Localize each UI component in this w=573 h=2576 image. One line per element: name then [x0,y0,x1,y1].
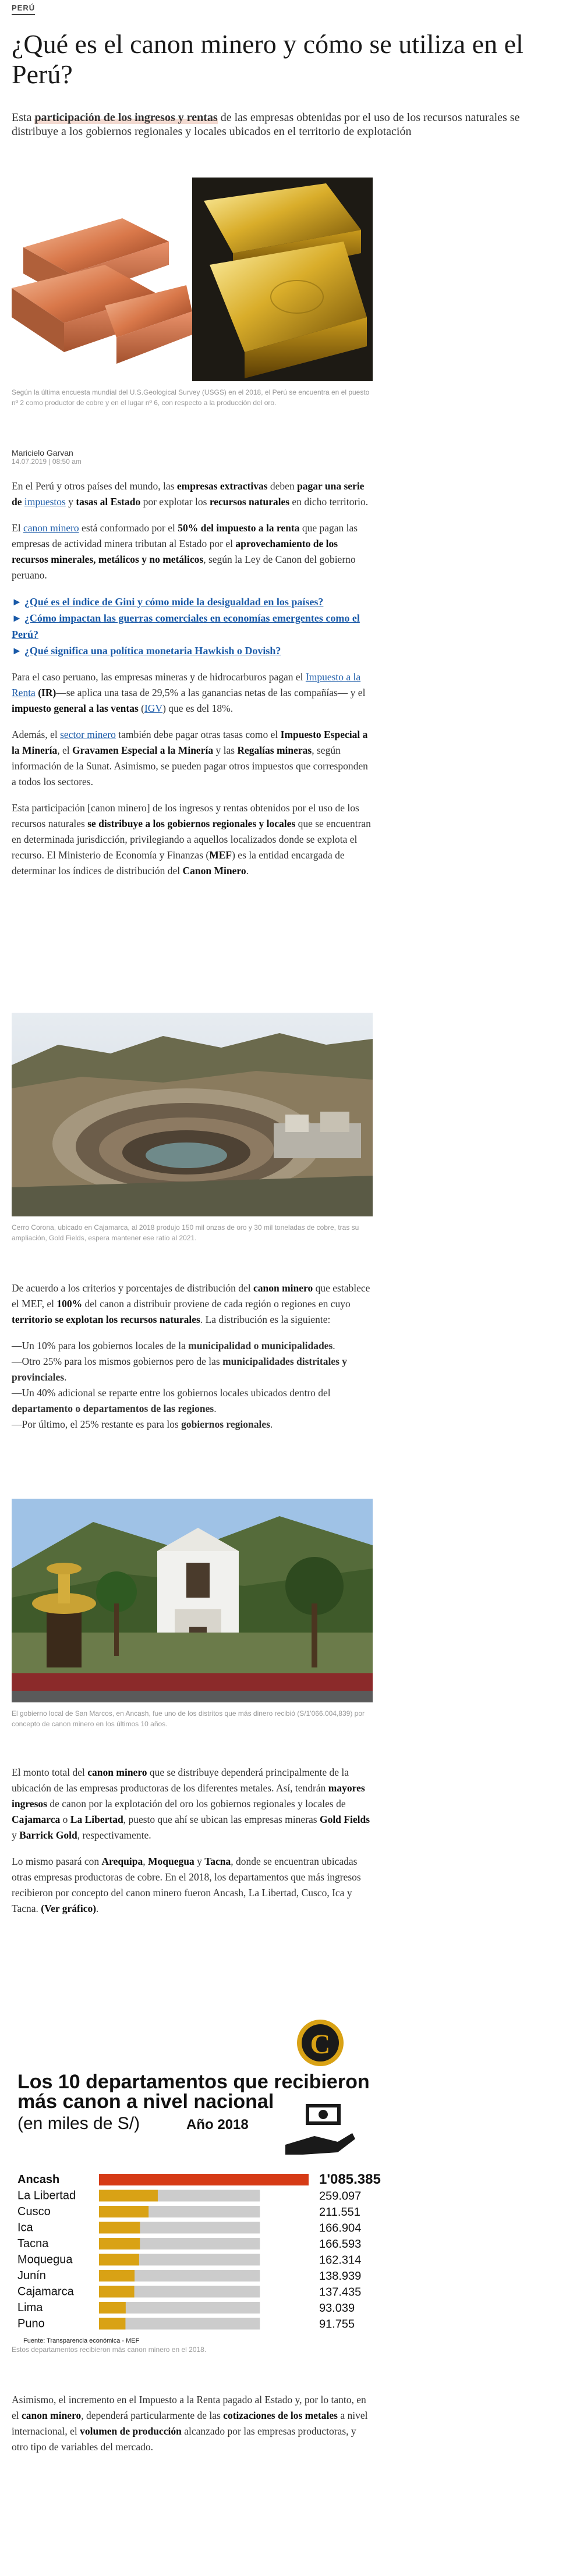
paragraph: El canon minero está conformado por el 50% del impuesto a la renta que pagan las empresas de actividad minera tributan al Estado por el aprovechamiento de los recursos minerales, metálicos y no metálicos, según la Ley de Canon del gobierno peruano. [12,522,358,581]
list-item: —Otro 25% para los mismos gobiernos pero de las municipalidades distritales y provinciales. [12,1356,348,1383]
publish-date: 14.07.2019 | 08:50 am [12,457,82,466]
bar [99,2206,148,2217]
chart-title-2: más canon a nivel nacional [17,2091,274,2113]
link-igv[interactable]: IGV [144,702,163,714]
bar [99,2286,135,2298]
photo-caption: El gobierno local de San Marcos, en Ancash, fue uno de los distritos que más dinero recibió (S/1'066.004,839) por concepto de canon minero en los últimos 10 años. [12,1709,365,1728]
related-link[interactable]: ► ¿Qué significa una política monetaria Hawkish o Dovish? [12,643,373,659]
link-sector-minero[interactable]: sector minero [60,729,116,740]
bar [99,2270,135,2282]
paragraph: Para el caso peruano, las empresas mineras y de hidrocarburos pagan el Impuesto a la Renta (IR)—se aplica una tasa de 29,5% a las ganancias netas de las compañías— y el impuesto general a las ventas (IGV) que es del 18%. [12,671,366,714]
related-link[interactable]: ► ¿Qué es el índice de Gini y cómo mide la desigualdad en los países? [12,594,373,610]
bars-group [17,2171,381,2331]
value-label: 137.435 [319,2286,362,2299]
value-label: 162.314 [319,2254,362,2267]
bar [99,2254,139,2266]
article-body-lower [12,1765,373,1917]
value-label: 91.755 [319,2318,355,2331]
chart-subtitle: (en miles de S/) [17,2114,140,2133]
chart-source: Fuente: Transparencia económica - MEF [23,2337,140,2344]
bar [99,2222,140,2234]
hero-image-metal-bars [12,178,373,381]
chart-year: Año 2018 [186,2117,249,2133]
chart-caption: Estos departamentos recibieron más canon minero en el 2018. [12,2346,207,2354]
paragraph: De acuerdo a los criterios y porcentajes de distribución del canon minero que establece el MEF, el 100% del canon a distribuir proviene de cada región o regiones en cuyo territorio se explotan los recursos naturales. La distribución es la siguiente: [12,1282,370,1325]
paragraph: En el Perú y otros países del mundo, las empresas extractivas deben pagar una serie de impuestos y tasas al Estado por explotar los recursos naturales en dicho territorio. [12,480,369,508]
photo-san-marcos-square [12,1499,373,1702]
chart-canon-by-department [12,2020,381,2357]
section-tag[interactable]: PERÚ [12,3,36,12]
paragraph: Lo mismo pasará con Arequipa, Moquegua y Tacna, donde se encuentran ubicadas otras empresas productoras de cobre. En el 2018, los departamentos que más ingresos recibieron por concepto del canon minero fueron Ancash, La Libertad, Cusco, Ica y Tacna. (Ver gráfico). [12,1855,361,1914]
section-rule [12,14,35,15]
article-body-mid [12,1280,373,1432]
article-title: ¿Qué es el canon minero y cómo se utiliza en el Perú? [12,29,524,89]
value-label: 259.097 [319,2190,362,2203]
category-label: Junín [17,2269,46,2282]
bar [99,2238,140,2249]
bar [99,2302,126,2314]
chart-title: Los 10 departamentos que recibieron [17,2071,370,2093]
article-body-top [12,478,373,879]
category-label: Cajamarca [17,2285,74,2298]
article-lead: Esta participación de los ingresos y rentas de las empresas obtenidas por el uso de los recursos naturales se distribuye a los gobiernos regionales y locales ubicados en el territorio de explotación [12,111,520,138]
category-label: Moquegua [17,2253,73,2266]
distribution-list [12,1338,373,1432]
paragraph: Esta participación [canon minero] de los ingresos y rentas obtenidos por el uso de los recursos naturales se distribuye a los gobiernos regionales y locales que se encuentran en determinada jurisdicción, privilegiando a aquellos localizados donde se explota el recurso. El Ministerio de Economía y Finanzas (MEF) es la entidad encargada de determinar los índices de distribución del Canon Minero. [12,802,371,877]
category-label: Ancash [17,2173,60,2186]
list-item: —Por último, el 25% restante es para los gobiernos regionales. [12,1418,273,1430]
paragraph: Además, el sector minero también debe pagar otras tasas como el Impuesto Especial a la Minería, el Gravamen Especial a la Minería y las Regalías mineras, según información de la Sunat. Asimismo, se pueden pagar otros impuestos que corresponden a todos los sectores. [12,729,368,787]
author-name[interactable]: Maricielo Garvan [12,448,73,457]
paragraph: El monto total del canon minero que se distribuye dependerá principalmente de la ubicación de las empresas productoras de los diferentes metales. Así, tendrán mayores ingresos de canon por la explotación del oro los gobiernos regionales y locales de Cajamarca o La Libertad, puesto que ahí se ubican las empresas mineras Gold Fields y Barrick Gold, respectivamente. [12,1766,370,1841]
paragraph: Asimismo, el incremento en el Impuesto a la Renta pagado al Estado y, por lo tanto, en el canon minero, dependerá particularmente de las cotizaciones de los metales a nivel internacional, el volumen de producción alcanzado por las empresas productoras, y otro tipo de variables del mercado. [12,2394,368,2453]
link-impuesto-renta[interactable]: Impuesto a la Renta [12,671,361,698]
logo-letter: C [310,2029,331,2060]
value-label: 166.593 [319,2238,362,2251]
category-label: La Libertad [17,2189,76,2202]
bar [99,2318,125,2330]
category-label: Lima [17,2301,43,2314]
related-links [12,594,373,659]
lead-highlight: participación de los ingresos y rentas [34,111,218,124]
value-label: 138.939 [319,2270,362,2283]
photo-caption: Cerro Corona, ubicado en Cajamarca, al 2018 produjo 150 mil onzas de oro y 30 mil toneladas de cobre, tras su ampliación, Gold Fields, espera mantener ese ratio al 2021. [12,1223,359,1242]
category-label: Puno [17,2317,45,2330]
article-body-end [12,2392,373,2455]
link-impuestos[interactable]: impuestos [24,496,66,508]
author-block [12,448,82,466]
arrow-right-icon: ► [12,645,22,657]
money-hand-icon [285,2104,355,2155]
list-item: —Un 40% adicional se reparte entre los gobiernos locales ubicados dentro del departamento o departamentos de las regiones. [12,1387,331,1414]
bar [99,2174,309,2185]
arrow-right-icon: ► [12,596,22,608]
link-canon-minero[interactable]: canon minero [23,522,79,534]
value-label: 1'085.385 [319,2171,381,2187]
category-label: Cusco [17,2205,51,2218]
photo-cerro-corona-mine [12,1013,373,1216]
bar [99,2190,158,2202]
related-link[interactable]: ► ¿Cómo impactan las guerras comerciales en economías emergentes como el Perú? [12,610,373,643]
value-label: 166.904 [319,2222,362,2235]
list-item: —Un 10% para los gobiernos locales de la municipalidad o municipalidades. [12,1340,335,1351]
category-label: Tacna [17,2237,49,2250]
bar-chart [12,2020,381,2357]
value-label: 211.551 [319,2206,360,2219]
arrow-right-icon: ► [12,612,22,624]
hero-caption: Según la última encuesta mundial del U.S.Geological Survey (USGS) en el 2018, el Perú se encuentra en el puesto nº 2 como productor de cobre y en el lugar nº 6, con respecto a la producción del oro. [12,388,370,407]
value-label: 93.039 [319,2302,355,2315]
category-label: Ica [17,2221,33,2234]
